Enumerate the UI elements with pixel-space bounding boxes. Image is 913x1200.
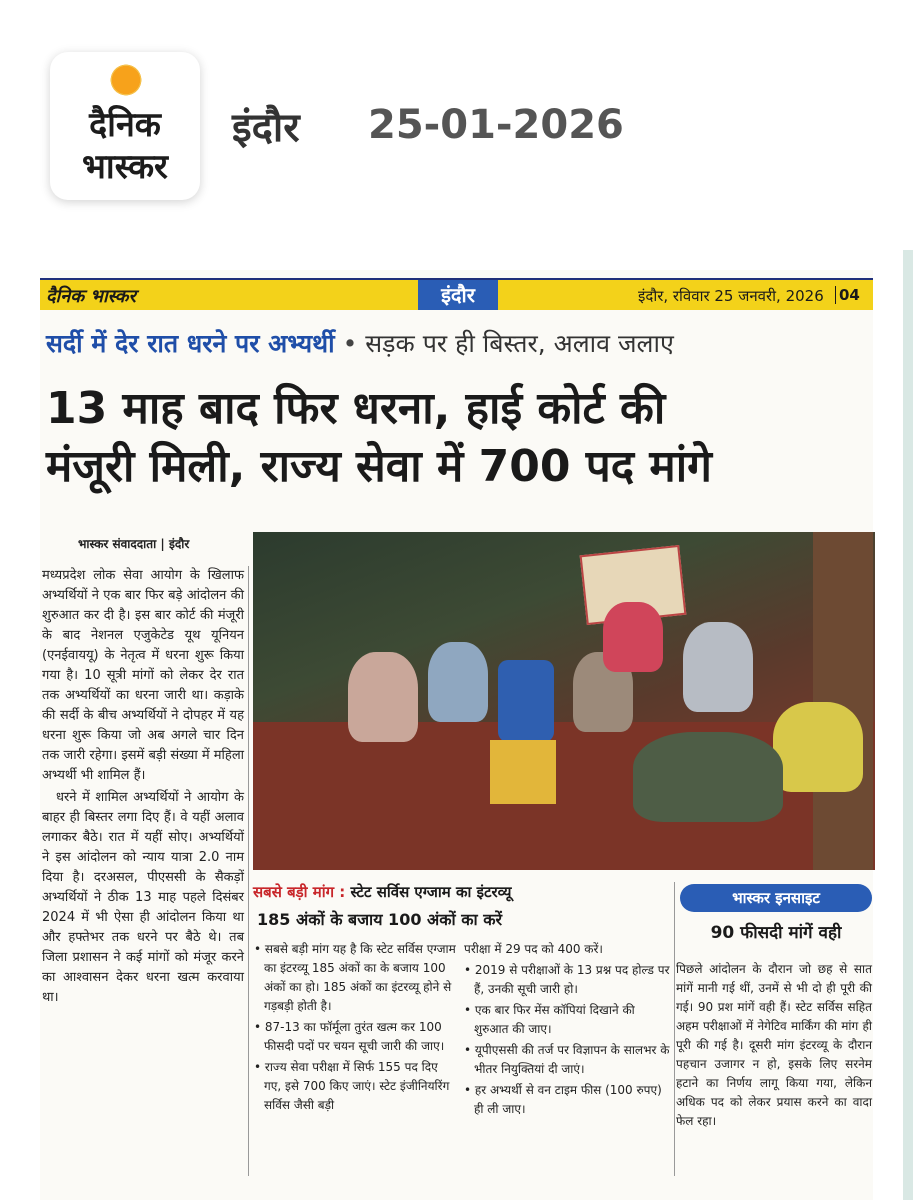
demands-list-2 — [464, 940, 670, 1121]
logo-line-2: भास्कर — [82, 147, 168, 187]
kicker-separator: • — [342, 329, 358, 358]
byline: भास्कर संवाददाता | इंदौर — [78, 537, 190, 551]
article-body — [42, 566, 244, 1010]
newspaper-page[interactable] — [40, 270, 873, 1200]
photo-person — [683, 622, 753, 712]
insight-badge: भास्कर इनसाइट — [680, 884, 872, 912]
list-item: • यूपीएससी की तर्ज पर विज्ञापन के सालभर के भीतर नियुक्तियां दी जाएं। — [464, 1043, 670, 1076]
column-divider — [248, 566, 249, 1176]
photo-person — [348, 652, 418, 742]
kicker-main: सर्दी में देर रात धरने पर अभ्यर्थी — [46, 329, 335, 358]
list-item: • राज्य सेवा परीक्षा में सिर्फ 155 पद दिए गए, इसे 700 किए जाएं। स्टेट इंजीनियरिंग सर्विस जैसी बड़ी — [254, 1060, 450, 1112]
demands-list-1 — [254, 940, 457, 1117]
demands-kicker — [253, 882, 673, 902]
list-item: • एक बार फिर मेंस कॉपियां दिखाने की शुरुआत की जाए। — [464, 1003, 635, 1036]
list-item: • सबसे बड़ी मांग यह है कि स्टेट सर्विस एग्जाम का इंटरव्यू 185 अंकों का के बजाय 100 अंकों का हो। 185 अंकों का इंटरव्यू होने से गड़बड़ी होती है। — [254, 942, 456, 1013]
masthead-brand: दैनिक भास्कर — [46, 286, 136, 307]
photo-speaker — [498, 660, 554, 742]
photo-person — [773, 702, 863, 792]
protest-photo — [253, 532, 875, 870]
list-item: • 2019 से परीक्षाओं के 13 प्रश्न पद होल्ड पर हैं, उनकी सूची जारी हो। — [464, 963, 670, 996]
insight-text: पिछले आंदोलन के दौरान जो छह से सात मांगें मानी गई थीं, उनमें से भी दो ही पूरी की गई। 90 प्रश मांगें वही हैं। स्टेट सर्विस सहित अहम परीक्षाओं में नेगेटिव मार्किंग की मांग ही पूरी की गई है। दूसरी मांग इंटरव्यू के दौरान पहचान उजागर न हो, इसके लिए सरनेम हटाने का निर्णय लागू किया गया, लेकिन अधिक पद को लेकर प्रयास करने का वादा फेल रहा। — [676, 962, 872, 1128]
list-item: • 87-13 का फॉर्मूला तुरंत खत्म कर 100 फीसदी पदों पर चयन सूची जारी की जाए। — [254, 1020, 445, 1053]
photo-person — [428, 642, 488, 722]
app-header — [0, 0, 913, 250]
column-divider — [674, 882, 675, 1176]
kicker-sub: सड़क पर ही बिस्तर, अलाव जलाए — [365, 329, 674, 358]
photo-box — [490, 740, 556, 804]
masthead-dateline: इंदौर, रविवार 25 जनवरी, 2026 — [638, 287, 824, 305]
page-number: 04 — [835, 286, 860, 304]
demands-kicker-label: सबसे बड़ी मांग : — [253, 883, 346, 901]
logo-line-1: दैनिक — [89, 105, 161, 145]
insight-title: 90 फीसदी मांगें वही — [710, 923, 842, 943]
body-paragraph-1: मध्यप्रदेश लोक सेवा आयोग के खिलाफ अभ्यर्थियों ने एक बार फिर बड़े आंदोलन की शुरुआत कर दी है। इस बार कोर्ट की मंजूरी के बाद नेशनल एजुकेटेड यूथ यूनियन (एनईवाययू) के नेतृत्व में धरना शुरू किया गया है। 10 सूत्री मांगों को लेकर देर रात तक अभ्यर्थियों का धरना जारी था। कड़ाके की सर्दी के बीच अभ्यर्थियों ने दोपहर में यह धरना शुरू किया जो अब अगले चार दिन तक जारी रहेगा। इसमें बड़ी संख्या में महिला अभ्यर्थी भी शामिल हैं। — [42, 568, 244, 783]
app-logo[interactable] — [50, 52, 200, 200]
edition-date: 25-01-2026 — [368, 102, 624, 148]
article-kicker — [46, 328, 674, 360]
list-item: परीक्षा में 29 पद को 400 करें। — [464, 942, 603, 956]
headline-line-1: 13 माह बाद फिर धरना, हाई कोर्ट की — [46, 383, 666, 434]
list-item: • हर अभ्यर्थी से वन टाइम फीस (100 रुपए) ही ली जाए। — [464, 1083, 662, 1116]
headline-line-2: मंजूरी मिली, राज्य सेवा में 700 पद मांगे — [46, 441, 712, 492]
photo-tree — [813, 532, 873, 870]
sun-icon — [108, 62, 144, 98]
demands-title: 185 अंकों के बजाय 100 अंकों का करें — [257, 910, 503, 929]
masthead — [40, 278, 873, 310]
next-page-edge — [903, 250, 913, 1200]
demands-kicker-text: स्टेट सर्विस एग्जाम का इंटरव्यू — [350, 883, 512, 901]
body-paragraph-2: धरने में शामिल अभ्यर्थियों ने आयोग के बाहर ही बिस्तर लगा दिए हैं। वे यहीं अलाव लगाकर बैठे। रात में यहीं सोए। अभ्यर्थियों ने इस आंदोलन को न्याय यात्रा 2.0 नाम दिया है। दरअसल, पीएससी के सैकड़ों अभ्यर्थियों ने ठीक 13 माह पहले दिसंबर 2024 में भी ऐसा ही आंदोलन किया था और हफ्तेभर तक धरने पर बैठे थे। तब जिला प्रशासन ने कई मांगों को मंजूर करने का आश्वासन देकर धरना खत्म करवाया था। — [42, 790, 244, 1005]
photo-blanket — [633, 732, 783, 822]
article-headline — [46, 380, 876, 496]
demands-heading — [253, 882, 673, 930]
photo-person — [603, 602, 663, 672]
edition-city: इंदौर — [232, 105, 300, 151]
masthead-city: इंदौर — [418, 280, 498, 310]
